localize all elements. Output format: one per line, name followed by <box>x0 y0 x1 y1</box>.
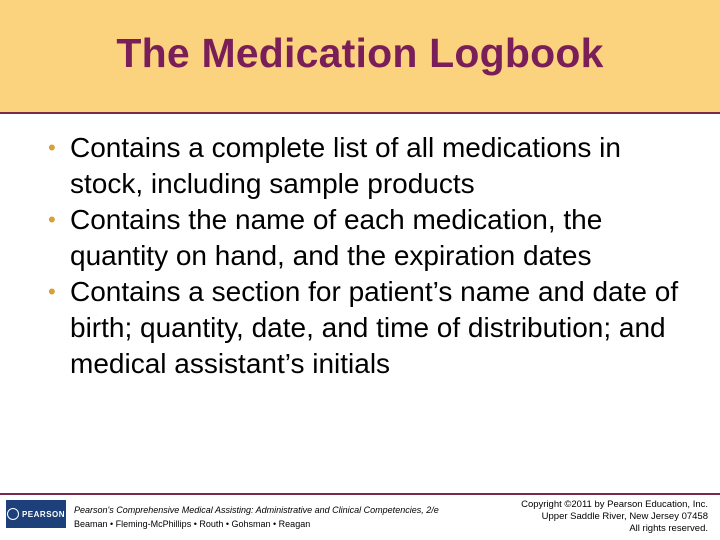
copyright-line: Copyright ©2011 by Pearson Education, Inc. <box>521 499 708 510</box>
book-authors: Beaman • Fleming-McPhillips • Routh • Gohsman • Reagan <box>74 519 311 529</box>
copyright-line: All rights reserved. <box>629 523 708 534</box>
slide-title: The Medication Logbook <box>116 30 604 76</box>
pearson-logo <box>6 500 66 528</box>
bullet-dot-icon: • <box>48 279 56 304</box>
copyright-line: Upper Saddle River, New Jersey 07458 <box>541 511 708 522</box>
pearson-logo-icon <box>7 508 19 520</box>
bullet-text: Contains a section for patient’s name and date of birth; quantity, date, and time of distribution; and medical assistant’s initials <box>70 276 679 379</box>
copyright-notice <box>488 499 708 535</box>
bullet-item <box>48 130 698 202</box>
bullet-dot-icon: • <box>48 207 56 232</box>
bullet-text: Contains a complete list of all medications in stock, including sample products <box>70 132 621 199</box>
bullet-item <box>48 274 698 382</box>
logo-text: PEARSON <box>21 509 66 519</box>
footer-divider <box>0 493 720 495</box>
bullet-dot-icon: • <box>48 135 56 160</box>
book-title: Pearson's Comprehensive Medical Assisting: Administrative and Clinical Competencies, 2/e <box>74 505 439 515</box>
bullet-item <box>48 202 698 274</box>
bullet-list <box>48 130 698 382</box>
bullet-text: Contains the name of each medication, the quantity on hand, and the expiration dates <box>70 204 603 271</box>
title-divider <box>0 112 720 114</box>
